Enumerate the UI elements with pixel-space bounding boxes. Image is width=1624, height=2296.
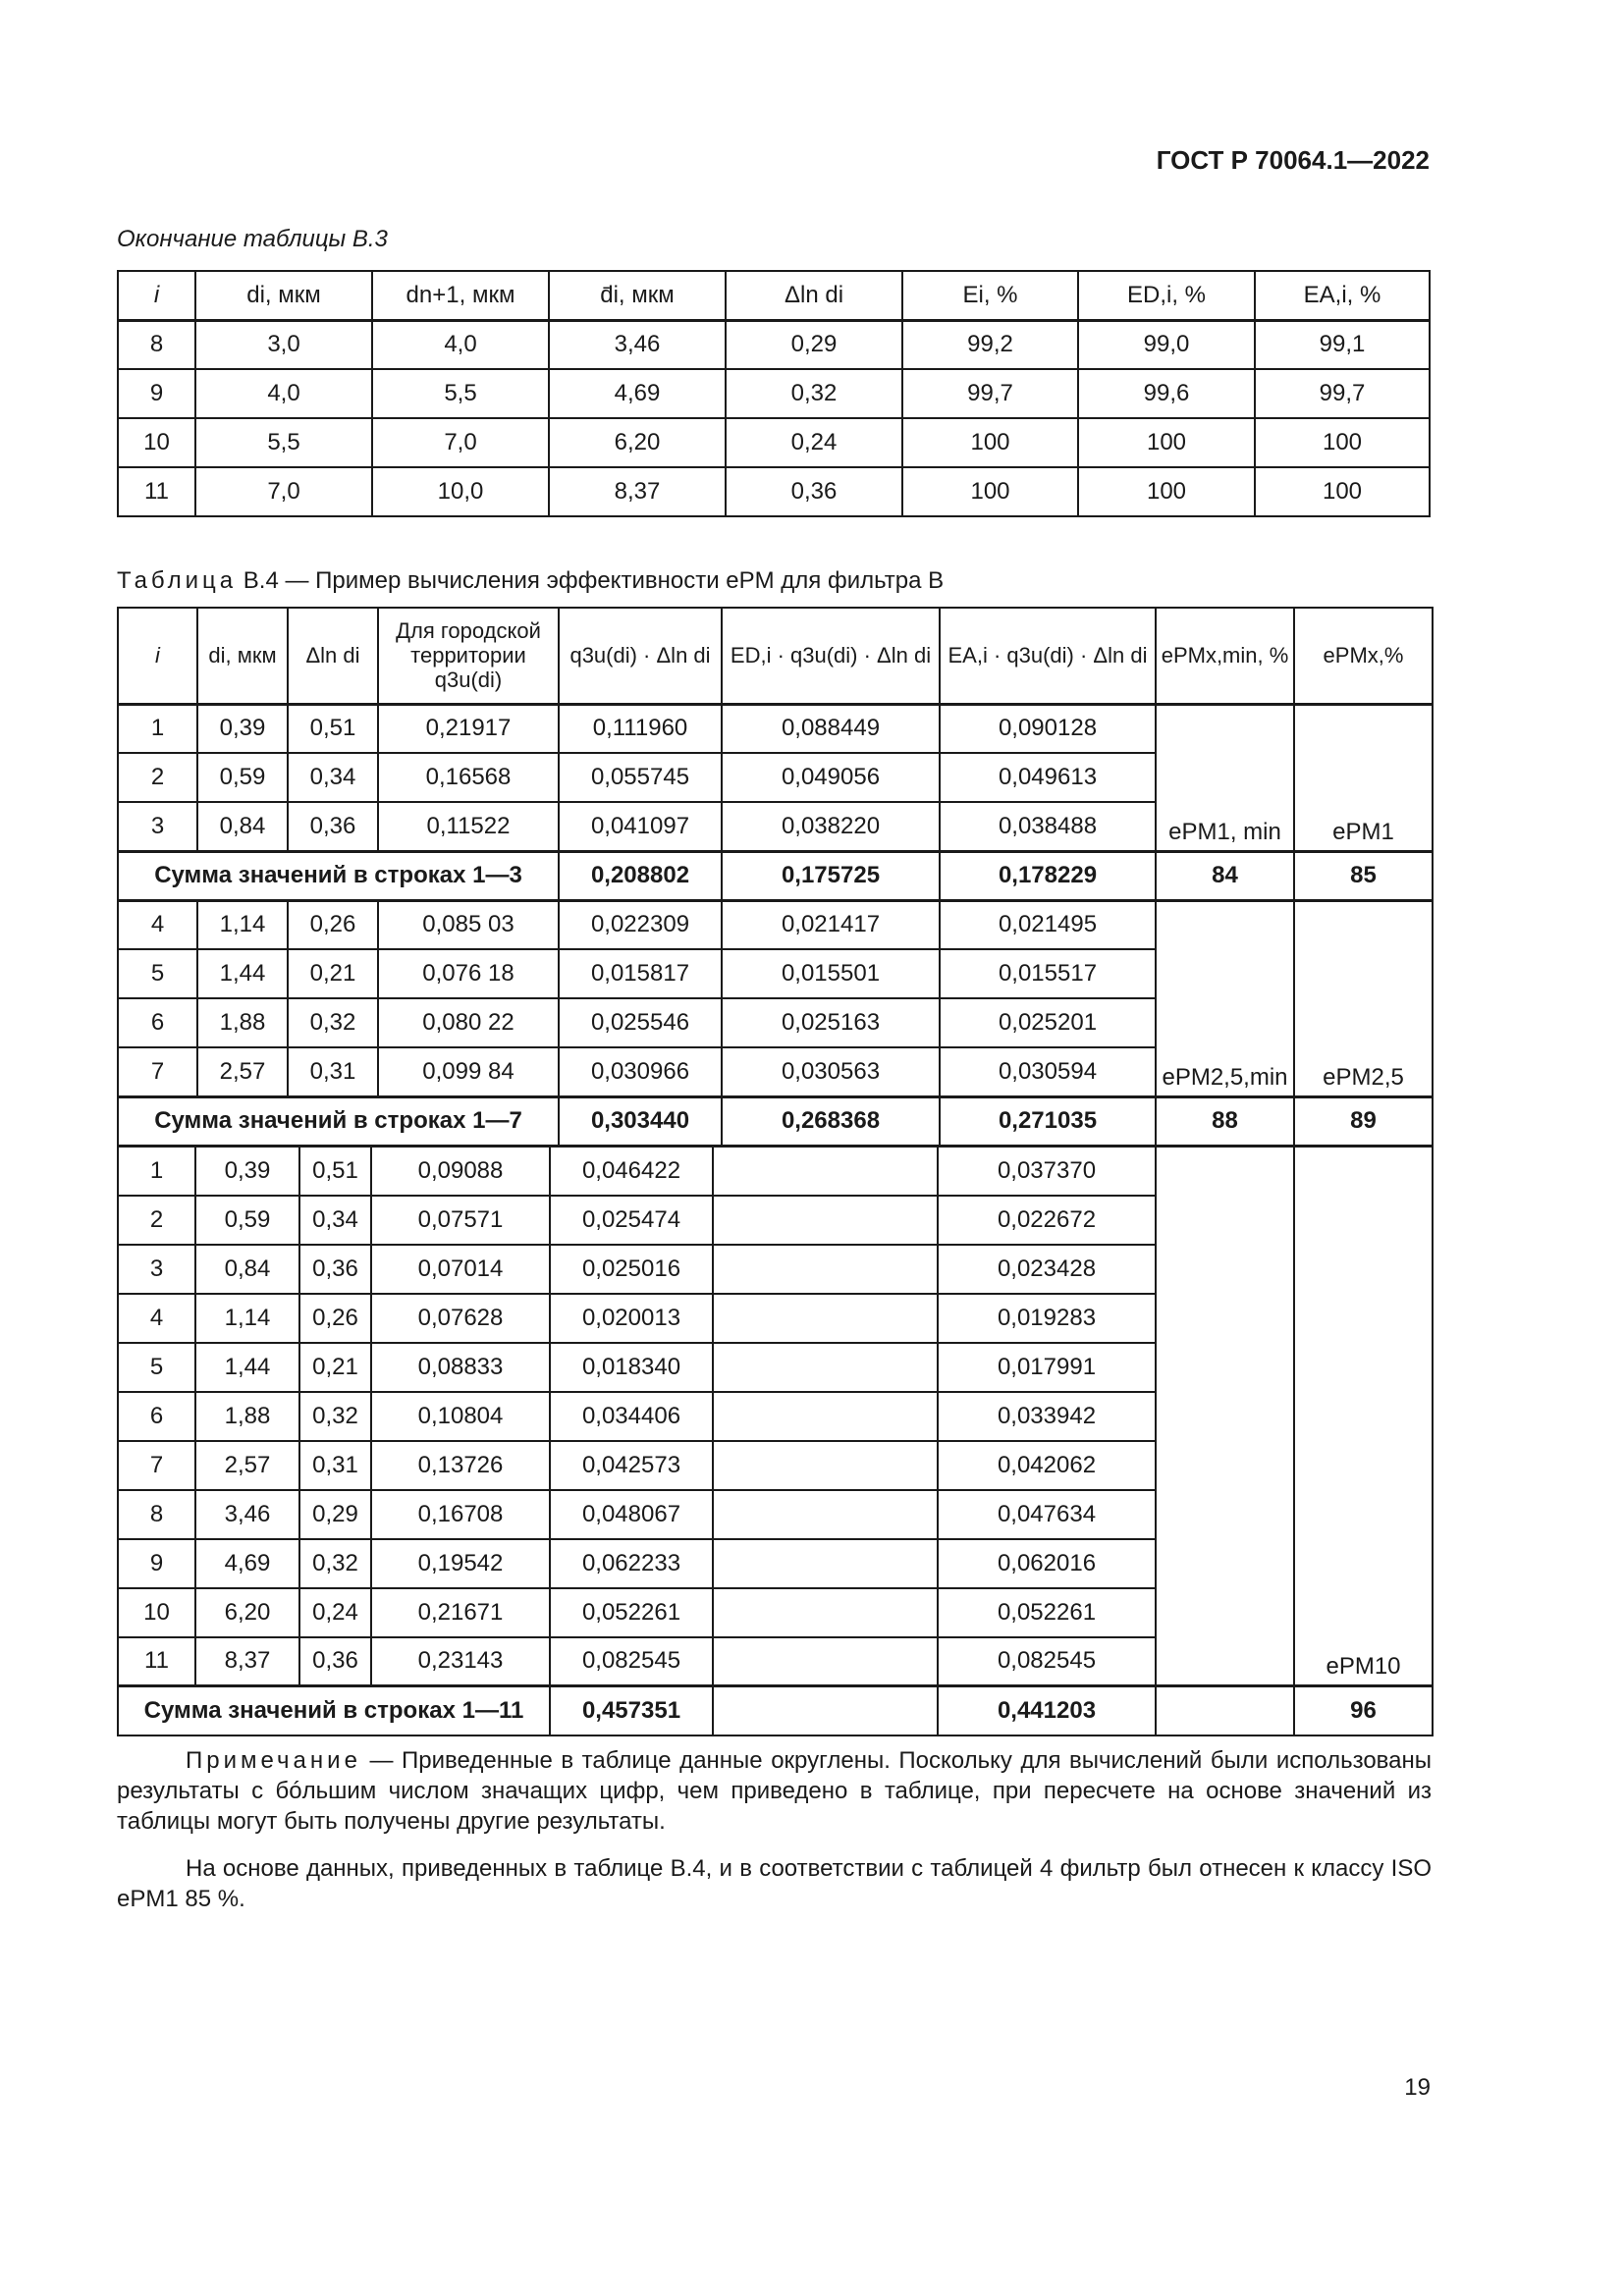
sum-cell: 0,441203 xyxy=(938,1686,1156,1735)
table-b4-caption-label: Таблица xyxy=(117,567,238,594)
table-note xyxy=(117,1745,1432,1837)
column-header: ED,i, % xyxy=(1078,271,1255,320)
empty-cell xyxy=(713,1686,938,1735)
table-cell: 0,019283 xyxy=(938,1294,1156,1343)
table-cell: 0,023428 xyxy=(938,1245,1156,1294)
table-cell: 3,46 xyxy=(195,1490,299,1539)
table-cell: 7,0 xyxy=(195,467,372,516)
table-cell xyxy=(713,1392,938,1441)
page-number: 19 xyxy=(1404,2074,1431,2101)
table-cell: 0,34 xyxy=(299,1196,371,1245)
sum-cell: 0,303440 xyxy=(559,1096,722,1146)
table-cell: 0,10804 xyxy=(371,1392,550,1441)
column-header: EA,i, % xyxy=(1255,271,1430,320)
table-cell: 0,29 xyxy=(726,320,902,369)
table-cell xyxy=(713,1588,938,1637)
column-header: ED,i · q3u(di) · Δln di xyxy=(722,608,940,704)
table-cell: 0,082545 xyxy=(550,1637,713,1686)
table-cell: 0,09088 xyxy=(371,1147,550,1196)
table-cell: 1,44 xyxy=(195,1343,299,1392)
sum-cell: 88 xyxy=(1156,1096,1294,1146)
table-row xyxy=(118,369,1430,418)
sum-cell: 0,271035 xyxy=(940,1096,1156,1146)
empty-cell xyxy=(1156,1147,1294,1686)
sum-label: Сумма значений в строках 1—7 xyxy=(118,1096,559,1146)
table-cell: 0,84 xyxy=(195,1245,299,1294)
sum-row xyxy=(118,1686,1433,1735)
column-header: ePMx,min, % xyxy=(1156,608,1294,704)
column-header: i xyxy=(118,608,197,704)
table-cell: 0,21917 xyxy=(378,704,559,753)
table-b4-top xyxy=(117,607,1434,1147)
sum-label: Сумма значений в строках 1—11 xyxy=(118,1686,550,1735)
table-cell: 0,24 xyxy=(299,1588,371,1637)
table-cell: 0,36 xyxy=(299,1637,371,1686)
table-cell: 0,047634 xyxy=(938,1490,1156,1539)
table-row xyxy=(118,900,1433,949)
table-cell: 0,033942 xyxy=(938,1392,1156,1441)
table-cell: 0,048067 xyxy=(550,1490,713,1539)
table-cell: 0,32 xyxy=(726,369,902,418)
table-cell: 0,59 xyxy=(195,1196,299,1245)
table-cell: 2,57 xyxy=(195,1441,299,1490)
table-cell: 3 xyxy=(118,1245,195,1294)
table-cell: 0,015501 xyxy=(722,949,940,998)
table-cell: 5 xyxy=(118,1343,195,1392)
table-cell: 0,31 xyxy=(288,1047,378,1096)
column-header: Ei, % xyxy=(902,271,1078,320)
column-header: EA,i · q3u(di) · Δln di xyxy=(940,608,1156,704)
column-header: di, мкм xyxy=(195,271,372,320)
table-cell: 0,046422 xyxy=(550,1147,713,1196)
table-cell: 1,88 xyxy=(197,998,288,1047)
sum-row xyxy=(118,1096,1433,1146)
table-cell: 0,29 xyxy=(299,1490,371,1539)
table-cell: 8 xyxy=(118,320,195,369)
table-cell: 6,20 xyxy=(195,1588,299,1637)
table-cell: 0,062233 xyxy=(550,1539,713,1588)
table-cell: 1 xyxy=(118,704,197,753)
table-cell: 0,24 xyxy=(726,418,902,467)
table-cell: 0,082545 xyxy=(938,1637,1156,1686)
table-cell: 6 xyxy=(118,1392,195,1441)
table-cell: 0,19542 xyxy=(371,1539,550,1588)
table-cell: 0,088449 xyxy=(722,704,940,753)
table-cell: 6 xyxy=(118,998,197,1047)
table-cell: 0,052261 xyxy=(550,1588,713,1637)
empty-cell xyxy=(1156,1686,1294,1735)
sum-row xyxy=(118,851,1433,900)
table-cell: 0,36 xyxy=(288,802,378,851)
table-cell: 0,32 xyxy=(288,998,378,1047)
table-cell: 8,37 xyxy=(549,467,726,516)
table-cell: 3 xyxy=(118,802,197,851)
table-cell: 0,030594 xyxy=(940,1047,1156,1096)
table-cell: 5,5 xyxy=(372,369,549,418)
sum-cell: 85 xyxy=(1294,851,1433,900)
table-cell: 8,37 xyxy=(195,1637,299,1686)
table-cell: 0,076 18 xyxy=(378,949,559,998)
table-row xyxy=(118,1147,1433,1196)
sum-label: Сумма значений в строках 1—3 xyxy=(118,851,559,900)
table-cell: 4 xyxy=(118,900,197,949)
epm25-min-label: ePM2,5,min xyxy=(1156,900,1294,1096)
table-cell: 0,034406 xyxy=(550,1392,713,1441)
table-cell: 0,049056 xyxy=(722,753,940,802)
table-cell: 1 xyxy=(118,1147,195,1196)
table-cell: 0,021417 xyxy=(722,900,940,949)
table-cell: 0,025201 xyxy=(940,998,1156,1047)
sum-cell: 0,178229 xyxy=(940,851,1156,900)
column-header: i xyxy=(118,271,195,320)
table-cell: 0,07014 xyxy=(371,1245,550,1294)
table-cell: 0,07571 xyxy=(371,1196,550,1245)
table-cell: 0,018340 xyxy=(550,1343,713,1392)
table-cell: 0,042573 xyxy=(550,1441,713,1490)
table-cell: 0,080 22 xyxy=(378,998,559,1047)
table-cell: 4,69 xyxy=(195,1539,299,1588)
table-cell: 0,07628 xyxy=(371,1294,550,1343)
table-cell: 100 xyxy=(902,418,1078,467)
table-cell: 0,59 xyxy=(197,753,288,802)
table-cell xyxy=(713,1196,938,1245)
table-cell: 9 xyxy=(118,1539,195,1588)
table-b3 xyxy=(117,270,1431,517)
table-cell: 0,025016 xyxy=(550,1245,713,1294)
table-cell: 100 xyxy=(1078,418,1255,467)
table-cell: 0,21 xyxy=(288,949,378,998)
table-cell: 0,84 xyxy=(197,802,288,851)
table-cell xyxy=(713,1637,938,1686)
column-header: q3u(di) · Δln di xyxy=(559,608,722,704)
table-b4-caption xyxy=(117,567,944,595)
table-cell: 99,7 xyxy=(1255,369,1430,418)
epm25-label: ePM2,5 xyxy=(1294,900,1433,1096)
table-cell: 99,2 xyxy=(902,320,1078,369)
table-cell: 8 xyxy=(118,1490,195,1539)
table-cell: 2 xyxy=(118,1196,195,1245)
table-cell: 4,69 xyxy=(549,369,726,418)
conclusion-paragraph: На основе данных, приведенных в таблице В.4, и в соответствии с таблицей 4 фильтр был отнесен к классу ISO ePM1 85 %. xyxy=(117,1855,1432,1912)
table-cell: 0,017991 xyxy=(938,1343,1156,1392)
table-cell: 11 xyxy=(118,1637,195,1686)
table-cell: 0,025474 xyxy=(550,1196,713,1245)
table-cell: 0,11522 xyxy=(378,802,559,851)
table-cell: 0,055745 xyxy=(559,753,722,802)
table-cell: 0,31 xyxy=(299,1441,371,1490)
table-cell: 7 xyxy=(118,1047,197,1096)
table-cell: 7 xyxy=(118,1441,195,1490)
table-cell xyxy=(713,1245,938,1294)
table-cell: 0,26 xyxy=(299,1294,371,1343)
table-cell: 0,030563 xyxy=(722,1047,940,1096)
table-cell: 99,0 xyxy=(1078,320,1255,369)
table-cell: 100 xyxy=(1255,467,1430,516)
table-cell: 0,51 xyxy=(288,704,378,753)
table-cell xyxy=(713,1539,938,1588)
column-header: d̄i, мкм xyxy=(549,271,726,320)
table-cell: 0,36 xyxy=(299,1245,371,1294)
table-cell: 0,038220 xyxy=(722,802,940,851)
table-cell: 0,025163 xyxy=(722,998,940,1047)
table-cell: 0,39 xyxy=(197,704,288,753)
table-cell: 100 xyxy=(1255,418,1430,467)
column-header: Δln di xyxy=(726,271,902,320)
epm10-label: ePM10 xyxy=(1294,1147,1433,1686)
table-cell: 0,26 xyxy=(288,900,378,949)
table-cell: 0,21 xyxy=(299,1343,371,1392)
epm1-label: ePM1 xyxy=(1294,704,1433,851)
sum-cell: 84 xyxy=(1156,851,1294,900)
table-cell: 10,0 xyxy=(372,467,549,516)
sum-cell: 0,175725 xyxy=(722,851,940,900)
table-cell: 0,099 84 xyxy=(378,1047,559,1096)
table-row xyxy=(118,704,1433,753)
table-cell: 0,51 xyxy=(299,1147,371,1196)
table-cell: 3,0 xyxy=(195,320,372,369)
table-cell: 0,030966 xyxy=(559,1047,722,1096)
table-row xyxy=(118,320,1430,369)
table-cell: 5 xyxy=(118,949,197,998)
table-cell: 0,025546 xyxy=(559,998,722,1047)
table-row xyxy=(118,418,1430,467)
table-cell: 0,23143 xyxy=(371,1637,550,1686)
table-cell: 0,085 03 xyxy=(378,900,559,949)
table-cell: 4,0 xyxy=(195,369,372,418)
sum-cell: 0,268368 xyxy=(722,1096,940,1146)
table-cell: 99,6 xyxy=(1078,369,1255,418)
column-header: di, мкм xyxy=(197,608,288,704)
table-cell: 0,062016 xyxy=(938,1539,1156,1588)
table-cell xyxy=(713,1147,938,1196)
table-cell: 5,5 xyxy=(195,418,372,467)
table-cell: 7,0 xyxy=(372,418,549,467)
table-cell: 1,14 xyxy=(195,1294,299,1343)
sum-cell: 0,457351 xyxy=(550,1686,713,1735)
table-cell: 2 xyxy=(118,753,197,802)
table-cell: 0,16568 xyxy=(378,753,559,802)
column-header: dn+1, мкм xyxy=(372,271,549,320)
table-cell: 0,020013 xyxy=(550,1294,713,1343)
table-cell: 99,1 xyxy=(1255,320,1430,369)
table-b3-caption: Окончание таблицы В.3 xyxy=(117,226,388,252)
table-cell xyxy=(713,1294,938,1343)
sum-cell: 89 xyxy=(1294,1096,1433,1146)
sum-cell: 0,208802 xyxy=(559,851,722,900)
epm1-min-label: ePM1, min xyxy=(1156,704,1294,851)
table-cell: 1,14 xyxy=(197,900,288,949)
table-cell: 0,042062 xyxy=(938,1441,1156,1490)
table-cell: 0,037370 xyxy=(938,1147,1156,1196)
table-cell: 0,015517 xyxy=(940,949,1156,998)
table-cell: 0,021495 xyxy=(940,900,1156,949)
table-cell: 0,36 xyxy=(726,467,902,516)
table-cell: 1,88 xyxy=(195,1392,299,1441)
table-cell: 0,32 xyxy=(299,1392,371,1441)
table-cell: 0,022672 xyxy=(938,1196,1156,1245)
table-cell: 99,7 xyxy=(902,369,1078,418)
table-cell: 10 xyxy=(118,1588,195,1637)
table-b4-caption-text: В.4 — Пример вычисления эффективности ePM для фильтра В xyxy=(237,567,945,594)
table-cell: 2,57 xyxy=(197,1047,288,1096)
table-cell xyxy=(713,1343,938,1392)
table-cell: 11 xyxy=(118,467,195,516)
table-cell: 0,015817 xyxy=(559,949,722,998)
sum-cell: 96 xyxy=(1294,1686,1433,1735)
table-cell: 0,041097 xyxy=(559,802,722,851)
table-cell: 0,022309 xyxy=(559,900,722,949)
table-cell: 0,32 xyxy=(299,1539,371,1588)
note-label: Примечание xyxy=(186,1747,361,1774)
table-cell: 0,08833 xyxy=(371,1343,550,1392)
table-cell: 0,34 xyxy=(288,753,378,802)
table-cell: 100 xyxy=(1078,467,1255,516)
table-cell: 0,090128 xyxy=(940,704,1156,753)
column-header: Δln di xyxy=(288,608,378,704)
table-cell: 0,052261 xyxy=(938,1588,1156,1637)
table-header-row xyxy=(118,608,1433,704)
table-cell: 0,038488 xyxy=(940,802,1156,851)
note-text: — Приведенные в таблице данные округлены. Поскольку для вычислений были использованы результаты с бóльшим числом значащих цифр, чем приведено в таблице, при пересчете на основе значений из таблицы могут быть получены другие результаты. xyxy=(117,1747,1432,1835)
table-b4-bottom xyxy=(117,1145,1434,1736)
column-header: ePMx,% xyxy=(1294,608,1433,704)
table-cell: 9 xyxy=(118,369,195,418)
table-cell: 0,111960 xyxy=(559,704,722,753)
table-cell: 0,39 xyxy=(195,1147,299,1196)
table-cell: 4 xyxy=(118,1294,195,1343)
table-cell: 0,21671 xyxy=(371,1588,550,1637)
table-cell: 0,13726 xyxy=(371,1441,550,1490)
table-cell: 4,0 xyxy=(372,320,549,369)
table-cell: 1,44 xyxy=(197,949,288,998)
table-cell xyxy=(713,1441,938,1490)
table-cell: 3,46 xyxy=(549,320,726,369)
standard-number: ГОСТ Р 70064.1—2022 xyxy=(1156,145,1430,175)
table-cell xyxy=(713,1490,938,1539)
table-cell: 0,049613 xyxy=(940,753,1156,802)
table-cell: 0,16708 xyxy=(371,1490,550,1539)
table-header-row xyxy=(118,271,1430,320)
table-cell: 6,20 xyxy=(549,418,726,467)
table-cell: 10 xyxy=(118,418,195,467)
column-header: Для городской территории q3u(di) xyxy=(378,608,559,704)
table-row xyxy=(118,467,1430,516)
table-cell: 100 xyxy=(902,467,1078,516)
